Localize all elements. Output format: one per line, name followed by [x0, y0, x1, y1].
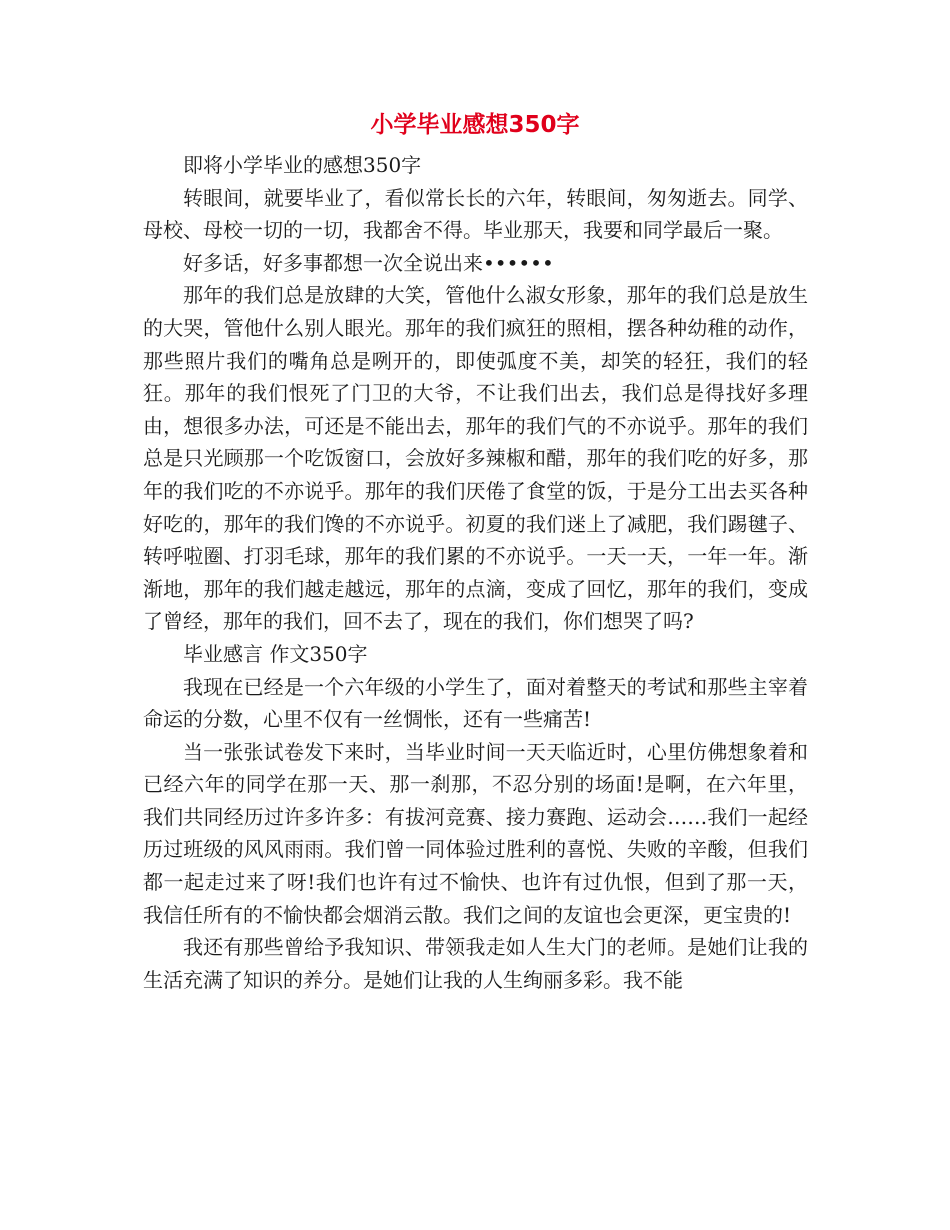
paragraph: 那年的我们总是放肆的大笑，管他什么淑女形象，那年的我们总是放生的大哭，管他什么别人眼光。那年的我们疯狂的照相，摆各种幼稚的动作，那些照片我们的嘴角总是咧开的，即使弧度不美，却笑的轻狂，我们的轻狂。那年的我们恨死了门卫的大爷，不让我们出去，我们总是得找好多理由，想很多办法，可还是不能出去，那年的我们气的不亦说乎。那年的我们总是只光顾那一个吃饭窗口，会放好多辣椒和醋，那年的我们吃的好多，那年的我们吃的不亦说乎。那年的我们厌倦了食堂的饭，于是分工出去买各种好吃的，那年的我们馋的不亦说乎。初夏的我们迷上了减肥，我们踢毽子、转呼啦圈、打羽毛球，那年的我们累的不亦说乎。一天一天，一年一年。渐渐地，那年的我们越走越远，那年的点滴，变成了回忆，那年的我们，变成了曾经，那年的我们，回不去了，现在的我们，你们想哭了吗?: [143, 283, 808, 634]
paragraph: 转眼间，就要毕业了，看似常长长的六年，转眼间，匆匆逝去。同学、母校、母校一切的一切，我都舍不得。毕业那天，我要和同学最后一聚。: [143, 185, 808, 243]
paragraph-subtitle-2: 毕业感言 作文350字: [183, 641, 368, 666]
paragraph: 我还有那些曾给予我知识、带领我走如人生大门的老师。是她们让我的生活充满了知识的养分。是她们让我的人生绚丽多彩。我不能: [143, 935, 808, 992]
paragraph-subtitle-1: 即将小学毕业的感想350字: [183, 153, 422, 177]
paragraph: 我现在已经是一个六年级的小学生了，面对着整天的考试和那些主宰着命运的分数，心里不仅有一丝惆怅，还有一些痛苦!: [143, 674, 808, 732]
paragraph: 当一张张试卷发下来时，当毕业时间一天天临近时，心里仿佛想象着和已经六年的同学在那一天、那一刹那，不忍分别的场面!是啊，在六年里，我们共同经历过许多许多：有拔河竞赛、接力赛跑、运动会……我们一起经历过班级的风风雨雨。我们曾一同体验过胜利的喜悦、失败的辛酸，但我们都一起走过来了呀!我们也许有过不愉快、也许有过仇恨，但到了那一天，我信任所有的不愉快都会烟消云散。我们之间的友谊也会更深，更宝贵的!: [143, 739, 808, 927]
document-body: [143, 149, 808, 996]
paragraph: 好多话，好多事都想一次全说出来••••••: [183, 250, 554, 275]
document-title: 小学毕业感想350字: [370, 112, 580, 138]
